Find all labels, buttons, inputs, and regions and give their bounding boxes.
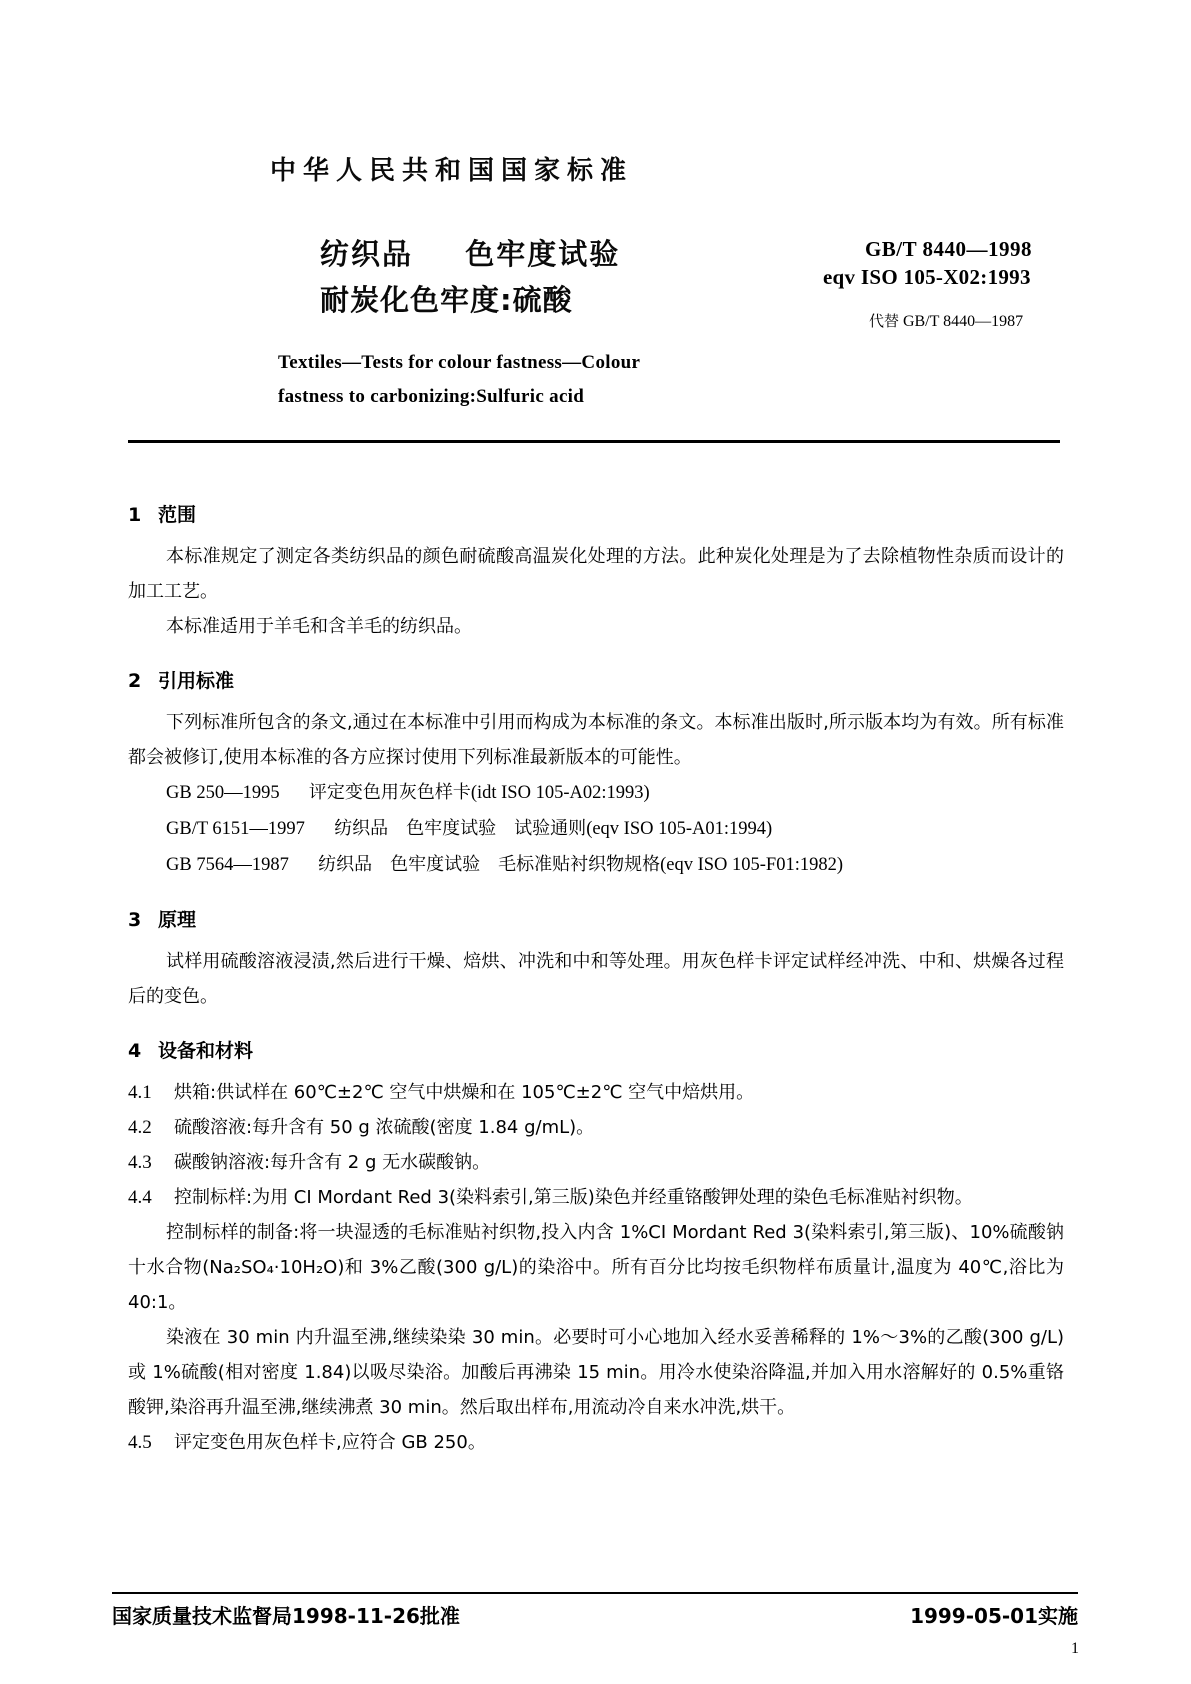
implementation-date: 1999-05-01实施: [910, 1604, 1078, 1628]
clause-4-1-text: 烘箱:供试样在 60℃±2℃ 空气中烘燥和在 105℃±2℃ 空气中焙烘用。: [174, 1082, 755, 1103]
reference-code: GB 250—1995: [166, 783, 280, 803]
clause-4-1: [128, 1075, 1064, 1110]
section-2-title: 引用标准: [158, 670, 235, 692]
replaces-label: 代替: [868, 312, 899, 330]
section-3-paragraph-1: 试样用硫酸溶液浸渍,然后进行干燥、焙烘、冲洗和中和等处理。用灰色样卡评定试样经冲洗、中和、烘燥各过程后的变色。: [128, 951, 1064, 1007]
standard-title-english: [278, 346, 640, 414]
national-standard-heading: 中华人民共和国国家标准: [270, 156, 634, 186]
title-cn-line-2: 耐炭化色牢度:硫酸: [320, 283, 573, 317]
section-2-paragraph-1: 下列标准所包含的条文,通过在本标准中引用而构成为本标准的条文。本标准出版时,所示版本均为有效。所有标准都会被修订,使用本标准的各方应探讨使用下列标准最新版本的可能性。: [128, 712, 1064, 768]
clause-4-2-number: 4.2: [128, 1117, 152, 1138]
page-footer: [112, 1600, 1078, 1629]
clause-4-4-number: 4.4: [128, 1187, 152, 1208]
title-cn-part-2: 色牢度试验: [465, 237, 621, 271]
clause-4-3-number: 4.3: [128, 1152, 152, 1173]
reference-description: 纺织品 色牢度试验 试验通则: [334, 818, 587, 839]
reference-standard-item: [166, 775, 1064, 811]
section-1-paragraph-2: 本标准适用于羊毛和含羊毛的纺织品。: [166, 616, 472, 637]
replaces-line: [869, 310, 1032, 331]
title-block: [130, 150, 1060, 407]
reference-equivalence: (eqv ISO 105-A01:1994): [586, 819, 773, 839]
clause-4-5-text: 评定变色用灰色样卡,应符合 GB 250。: [174, 1432, 486, 1453]
clause-4-5: [128, 1425, 1064, 1460]
clause-4-2: [128, 1110, 1064, 1145]
section-1-title: 范围: [158, 504, 197, 526]
section-heading-3: [128, 905, 1064, 932]
clause-4-4-text: 控制标样:为用 CI Mordant Red 3(染料索引,第三版)染色并经重铬酸钾处理的染色毛标准贴衬织物。: [174, 1187, 973, 1208]
reference-standard-item: [166, 811, 1064, 847]
standard-title-chinese: [320, 231, 620, 323]
reference-code: GB 7564—1987: [166, 855, 289, 875]
page-number: 1: [1071, 1640, 1079, 1657]
section-heading-2: [128, 666, 1064, 693]
control-sample-preparation-paragraph-1: 控制标样的制备:将一块湿透的毛标准贴衬织物,投入内含 1%CI Mordant Red 3(染料索引,第三版)、10%硫酸钠十水合物(Na₂SO₄·10H₂O)和 3%乙酸(300 g/L)的染浴中。所有百分比均按毛织物样布质量计,温度为 40℃,浴比为 40:1。: [128, 1222, 1064, 1313]
section-3-number: 3: [128, 909, 142, 931]
title-cn-part-1: 纺织品: [320, 237, 414, 271]
equivalent-standard: eqv ISO 105-X02:1993: [822, 265, 1031, 289]
standard-number-block: [823, 237, 1032, 331]
clause-4-4: [128, 1180, 1064, 1215]
section-heading-1: [128, 500, 1064, 527]
control-sample-preparation-paragraph-2: 染液在 30 min 内升温至沸,继续染染 30 min。必要时可小心地加入经水妥善稀释的 1%～3%的乙酸(300 g/L)或 1%硫酸(相对密度 1.84)以吸尽染浴。加酸后再沸染 15 min。用冷水使染浴降温,并加入用水溶解好的 0.5%重铬酸钾,染浴再升温至沸,继续沸煮 30 min。然后取出样布,用流动冷自来水冲洗,烘干。: [128, 1327, 1064, 1418]
title-en-line-2: fastness to carbonizing:Sulfuric acid: [278, 386, 585, 407]
reference-description: 纺织品 色牢度试验 毛标准贴衬织物规格: [318, 854, 661, 875]
clause-4-5-number: 4.5: [128, 1432, 152, 1453]
title-en-line-1: Textiles—Tests for colour fastness—Colour: [278, 352, 641, 373]
clause-4-1-number: 4.1: [128, 1082, 152, 1103]
clause-4-3-text: 碳酸钠溶液:每升含有 2 g 无水碳酸钠。: [174, 1152, 491, 1173]
document-body: [128, 478, 1064, 1460]
section-3-title: 原理: [158, 909, 197, 931]
reference-equivalence: (idt ISO 105-A02:1993): [470, 783, 650, 803]
standard-number: GB/T 8440—1998: [864, 237, 1032, 261]
section-1-paragraph-1: 本标准规定了测定各类纺织品的颜色耐硫酸高温炭化处理的方法。此种炭化处理是为了去除植物性杂质而设计的加工工艺。: [128, 546, 1064, 602]
approval-statement: 国家质量技术监督局1998-11-26批准: [112, 1604, 460, 1628]
clause-4-2-text: 硫酸溶液:每升含有 50 g 浓硫酸(密度 1.84 g/mL)。: [174, 1117, 595, 1138]
title-row: [130, 231, 1060, 351]
reference-standard-item: [166, 847, 1064, 883]
section-heading-4: [128, 1036, 1064, 1063]
header-divider-rule: [128, 440, 1060, 443]
reference-equivalence: (eqv ISO 105-F01:1982): [660, 855, 844, 875]
section-1-number: 1: [128, 504, 142, 526]
section-2-number: 2: [128, 670, 142, 692]
section-4-number: 4: [128, 1040, 142, 1062]
footer-divider-rule: [112, 1592, 1078, 1594]
clause-4-3: [128, 1145, 1064, 1180]
replaces-value: GB/T 8440—1987: [902, 313, 1024, 330]
reference-code: GB/T 6151—1997: [166, 819, 305, 839]
reference-description: 评定变色用灰色样卡: [308, 782, 471, 803]
section-4-title: 设备和材料: [158, 1040, 254, 1062]
